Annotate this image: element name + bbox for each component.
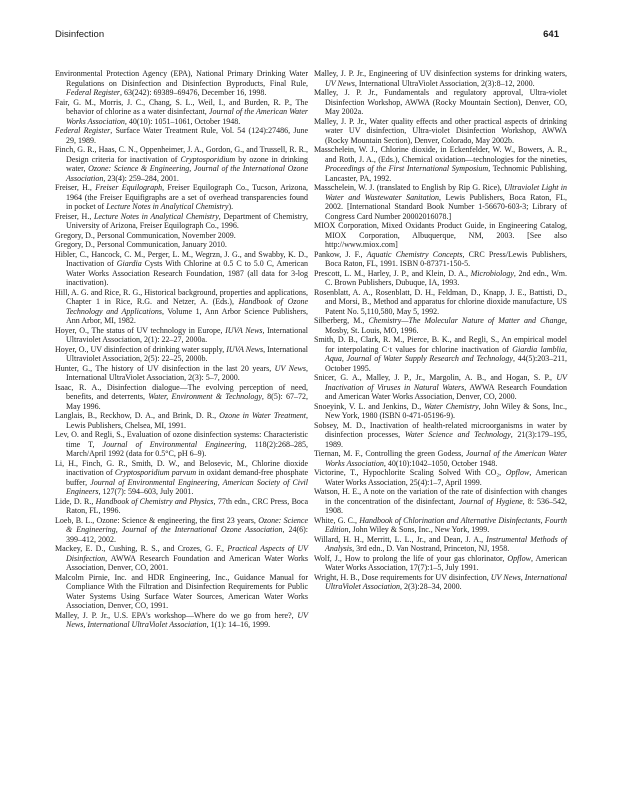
- reference-text: Willard, H. H., Merritt, L. L., Jr., and Dean, J. A.,: [314, 534, 487, 544]
- reference-text: , 77th edn., CRC Press, Boca Raton, FL, 1996.: [66, 496, 309, 515]
- reference-text: Malley, J. P. Jr., Water quality effects and other practical aspects of drinking water UV disinfection, Ultra-violet Disinfection Workshop, AWWA (Rocky Mountain Section), Denver, Colorado, May 2002b.: [314, 116, 567, 145]
- reference-entry: [55, 459, 308, 497]
- reference-italic-title: Journal of the American Water Works Association: [325, 449, 568, 468]
- reference-entry: [314, 269, 567, 288]
- reference-italic-title: Water Science and Technology: [404, 430, 511, 439]
- reference-entry: [55, 497, 308, 516]
- reference-entry: [314, 402, 567, 421]
- reference-text: , John Wiley & Sons, Inc., New York, 1999.: [348, 525, 490, 534]
- reference-text: , 3rd edn., D. Van Nostrand, Princeton, NJ, 1958.: [352, 544, 510, 553]
- reference-italic-title: Practical Aspects of UV Disinfection: [66, 544, 308, 563]
- reference-italic-title: Aquatic Chemistry Concepts: [366, 249, 463, 259]
- reference-italic-title: Cryptosporidium parvum: [114, 468, 197, 477]
- reference-italic-title: Freiser Equilograph: [95, 183, 163, 192]
- reference-entry: [314, 573, 567, 592]
- reference-entry: [314, 535, 567, 554]
- reference-entry: [55, 364, 308, 383]
- reference-entry: [314, 421, 567, 450]
- reference-italic-title: Water, Environment & Technology: [148, 392, 262, 401]
- reference-italic-title: Instrumental Methods of Analysis: [325, 534, 567, 553]
- reference-text: in oxidant demand-free phosphate buffer,: [66, 468, 308, 487]
- reference-entry: [55, 231, 308, 241]
- reference-italic-title: Ozone: Science & Engineering, Journal of the International Ozone Association: [66, 515, 308, 534]
- reference-text: Hibler, C., Hancock, C. M., Perger, L. M., Wegrzn, J. G., and Swabby, K. D., Inactivation of: [55, 249, 308, 268]
- references-left-column: [55, 69, 308, 630]
- reference-text: , 63(242): 69389–69476, December 16, 1998.: [119, 88, 267, 97]
- reference-entry: [55, 126, 308, 145]
- reference-text: , Lewis Publishers, Boca Raton, FL, 2002. [International Standard Book Number 1-56670-603-3; Library of Congress Card Number 20002016078.]: [325, 192, 567, 221]
- reference-entry: [314, 449, 567, 468]
- reference-italic-title: Lecture Notes in Analytical Chemistry: [93, 211, 219, 221]
- reference-text: Hunter, G., The history of UV disinfection in the last 20 years,: [55, 363, 275, 373]
- reference-entry: [314, 221, 567, 250]
- reference-text: Masschelein, W. J. (translated to English by Rip G. Rice),: [314, 183, 505, 192]
- reference-text: , Lewis Publishers, Chelsea, MI, 1991.: [66, 411, 308, 430]
- reference-entry: [314, 183, 567, 221]
- reference-italic-title: Handbook of Ozone Technology and Applications: [66, 297, 309, 316]
- reference-entry: [55, 98, 308, 127]
- reference-entry: [55, 69, 308, 98]
- reference-text: , John Wiley & Sons, Inc., New York, 1980 (ISBN 0-471-05196-9).: [325, 401, 567, 420]
- reference-text: Rosenblatt, A. A., Rosenblatt, D. H., Feldman, D., Knapp, J. E., Battisti, D., and Morsi, B., Method and apparatus for chlorine dioxide manufacture, US Patent No. 5,110,580, May 5, 1992.: [314, 287, 567, 316]
- reference-italic-title: Journal of the American Water Works Association: [66, 107, 309, 126]
- reference-text: White, G. C.,: [314, 515, 360, 525]
- reference-text: , Freiser Equilograph Co., Tucson, Arizona, 1964 (the Freiser Equifigraphs are a set of overhead transparencies found in pocket of: [66, 183, 309, 211]
- reference-text: , American Water Works Association, 25(4):1–7, April 1999.: [325, 468, 567, 487]
- reference-entry: [55, 288, 308, 326]
- reference-entry: [55, 430, 308, 459]
- running-header: [55, 29, 559, 43]
- reference-entry: [314, 288, 567, 317]
- reference-entry: [314, 468, 567, 487]
- reference-text: , 2(3):28–34, 2000.: [400, 582, 462, 591]
- reference-text: Malcolm Pirnie, Inc. and HDR Engineering, Inc., Guidance Manual for Compliance With the Filtration and Disinfection Requirements for Public Water Systems Using Surface Water Sources, American Water Works Association, Denver, CO, 1991.: [55, 572, 308, 610]
- reference-text: Cysts With Chlorine at 0.5 C to 5.0 C, American Water Works Association Research Foundation, 1987 (all data for 3-log inactivation).: [66, 259, 309, 287]
- reference-italic-title: Journal of Hygiene: [458, 496, 523, 506]
- reference-italic-title: Ultraviolet Light in Water and Wastewater Sanitation: [325, 183, 567, 202]
- reference-text: Lev, O. and Regli, S., Evaluation of ozone disinfection systems: Characteristic time T,: [55, 430, 308, 449]
- reference-italic-title: Chemistry—The Molecular Nature of Matter and Change: [368, 316, 565, 325]
- reference-text: Finch, G. R., Haas, C. N., Oppenheimer, J. A., Gordon, G., and Trussell, R. R., Design criteria for inactivation of: [55, 145, 308, 164]
- reference-text: Masschelein, W. J., Chlorine dioxide, in Eckenfelder, W. W., Bowers, A. R., and Roth, J. A., (Eds.), Chemical oxidation—technologies for the nineties,: [314, 145, 567, 164]
- page-number: 641: [543, 29, 559, 40]
- reference-italic-title: Handbook of Chemistry and Physics: [95, 496, 214, 506]
- reference-text: Gregory, D., Personal Communication, November 2009.: [55, 230, 236, 240]
- reference-text: , 23(4): 259–284, 2001.: [103, 173, 179, 183]
- reference-text: , Technomic Publishing, Lancaster, PA, 1992.: [325, 164, 568, 183]
- reference-text: Smith, D. B., Clark, R. M., Pierce, B. K., and Regli, S., An empirical model for interpolating C·t values for chlorine inactivation of: [314, 335, 567, 354]
- reference-text: , Volume 1, Ann Arbor Science Publishers, Ann Arbor, MI, 1982.: [66, 306, 308, 325]
- reference-italic-title: Lecture Notes in Analytical Chemistry: [106, 202, 229, 211]
- reference-text: , 24(6): 399–412, 2002.: [66, 525, 308, 544]
- reference-text: Snoeyink, V. L. and Jenkins, D.,: [314, 401, 425, 411]
- reference-text: Isaac, R. A., Disinfection dialogue—The evolving perception of need, benefits, and deterrents,: [55, 382, 308, 401]
- reference-italic-title: Opflow: [505, 468, 530, 477]
- reference-text: Prescott, L. M., Harley, J. P., and Klein, D. A.,: [314, 268, 471, 278]
- reference-text: , CRC Press/Lewis Publishers, Boca Raton, FL, 1991. ISBN 0-87371-150-5.: [325, 249, 567, 268]
- reference-italic-title: Federal Register: [55, 126, 111, 135]
- references-right-column: [314, 69, 567, 592]
- reference-entry: [314, 145, 567, 183]
- reference-text: Tiernan, M. F., Controlling the green Godess,: [314, 449, 466, 458]
- reference-text: Snicer, G. A., Malley, J. P., Jr., Margolin, A. B., and Hogan, S. P.,: [314, 373, 557, 382]
- reference-italic-title: UV News, International UltraViolet Association: [66, 610, 308, 629]
- reference-text: Langlais, B., Reckhow, D. A., and Brink, D. R.,: [55, 411, 220, 420]
- reference-entry: [314, 69, 567, 88]
- reference-text: , Surface Water Treatment Rule, Vol. 54 (124):27486, June 29, 1989.: [66, 126, 308, 145]
- reference-entry: [314, 516, 567, 535]
- reference-entry: [55, 345, 308, 364]
- reference-text: , Mosby, St. Louis, MO, 1996.: [325, 316, 567, 335]
- reference-italic-title: Journal of Environmental Engineering, American Society of Civil Engineers: [66, 477, 308, 496]
- reference-italic-title: Cryptosporidium: [180, 154, 236, 164]
- reference-text: , 8: 536–542, 1908.: [325, 496, 567, 515]
- reference-text: ).: [228, 202, 234, 211]
- reference-italic-title: Ozone in Water Treatment: [219, 411, 306, 420]
- reference-text: Environmental Protection Agency (EPA), National Primary Drinking Water Regulations on Disinfection and Disinfection Byproducts, Final Rule,: [55, 69, 308, 88]
- reference-text: Watson, H. E., A note on the variation of the rate of disinfection with changes in the concentration of the disinfectant,: [314, 487, 567, 506]
- reference-text: Malley, J. P. Jr., Engineering of UV disinfection systems for drinking waters,: [314, 69, 567, 78]
- reference-text: MIOX Corporation, Mixed Oxidants Product Guide, in Engineering Catalog, MIOX Corporation, Albuquerque, NM, 2003. [See also http://www.miox.com]: [314, 221, 567, 249]
- reference-text: Hoyer, O., The status of UV technology in Europe,: [55, 325, 226, 335]
- reference-text: , Department of Chemistry, University of Arizona, Freiser Equilograph Co., 1996.: [66, 211, 308, 230]
- reference-italic-title: UV News: [274, 363, 306, 373]
- section-title: Disinfection: [55, 29, 105, 40]
- reference-italic-title: IUVA News: [226, 344, 264, 354]
- reference-text: Li, H., Finch, G. R., Smith, D. W., and Belosevic, M., Chlorine dioxide inactivation of: [55, 458, 308, 477]
- reference-text: , 8(5): 67–72, May 1996.: [66, 392, 308, 411]
- reference-text: , 127(7): 594–603, July 2001.: [98, 487, 194, 496]
- reference-text: , 118(2):268–285, March/April 1992 (data for 0.5°C, pH 6–9).: [66, 439, 309, 458]
- reference-text: , International Ultraviolet Association, 2(1): 22–27, 2000a.: [66, 325, 308, 344]
- reference-entry: [55, 145, 308, 183]
- reference-text: , 1(1): 14–16, 1999.: [206, 620, 271, 629]
- reference-text: Freiser, H.,: [55, 211, 94, 221]
- reference-entry: [55, 240, 308, 250]
- reference-italic-title: Giardia: [116, 259, 142, 268]
- reference-italic-title: Handbook of Chlorination and Alternative Disinfectants, Fourth Edition: [325, 515, 567, 534]
- reference-entry: [55, 573, 308, 611]
- reference-text: , 2nd edn., Wm. C. Brown Publishers, Dubuque, IA, 1993.: [325, 268, 567, 287]
- reference-text: , 40(10):1042–1050, October 1948.: [383, 458, 498, 468]
- reference-italic-title: IUVA News: [225, 325, 263, 335]
- reference-text: Mackey, E. D., Cushing, R. S., and Crozes, G. F.,: [55, 544, 228, 553]
- reference-text: Lide, D. R.,: [55, 496, 96, 506]
- reference-text: , 44(5):203–211, October 1995.: [325, 354, 567, 373]
- reference-text: Victorine, T., Hypochlorite Scaling Solved With CO₂,: [314, 468, 506, 477]
- reference-text: Hill, A. G. and Rice, R. G., Historical background, properties and applications, Chapter 1 in Rice, R.G. and Netzer, A. (Eds.),: [55, 287, 308, 306]
- reference-text: , International UltraViolet Association, 2(3): 5–7, 2000.: [66, 363, 308, 382]
- reference-text: Sobsey, M. D., Inactivation of health-related microorganisms in water by disinfection processes,: [314, 420, 567, 439]
- reference-italic-title: Ozone: Science & Engineering, Journal of the International Ozone Association: [66, 164, 309, 183]
- reference-entry: [55, 383, 308, 412]
- reference-text: , AWWA Research Foundation and American Water Works Association, Denver, CO, 2000.: [325, 382, 567, 401]
- reference-entry: [55, 611, 308, 630]
- reference-entry: [55, 516, 308, 545]
- reference-italic-title: Microbiology: [470, 268, 514, 278]
- reference-italic-title: UV News, International UltraViolet Association: [325, 572, 567, 591]
- reference-italic-title: UV News: [325, 78, 355, 88]
- reference-entry: [314, 554, 567, 573]
- reference-text: , International Ultraviolet Association, 2(5): 22–25, 2000b.: [66, 344, 309, 363]
- reference-text: Freiser, H.,: [55, 183, 96, 192]
- reference-text: Loeb, B. L., Ozone: Science & engineering, the first 23 years,: [55, 515, 259, 525]
- reference-entry: [314, 250, 567, 269]
- reference-text: Gregory, D., Personal Communication, January 2010.: [55, 240, 227, 249]
- reference-text: by ozone in drinking water,: [66, 154, 308, 173]
- reference-entry: [55, 212, 308, 231]
- reference-entry: [55, 544, 308, 573]
- reference-entry: [55, 411, 308, 430]
- reference-italic-title: Water Chemistry: [424, 401, 479, 411]
- reference-entry: [314, 487, 567, 516]
- reference-italic-title: Journal of Environmental Engineering: [102, 439, 245, 449]
- reference-text: Malley, J. P. Jr., U.S. EPA's workshop—Where do we go from here?,: [55, 610, 298, 620]
- reference-italic-title: Opflow: [507, 553, 531, 563]
- reference-text: Hoyer, O., UV disinfection of drinking water supply,: [55, 344, 227, 354]
- reference-text: Malley, J. P. Jr., Fundamentals and regulatory approval, Ultra-violet Disinfection Workshop, AWWA (Rocky Mountain Section), Denver, CO, May 2002a.: [314, 88, 567, 116]
- reference-text: , International UltraViolet Association, 2(3):8–12, 2000.: [354, 78, 535, 88]
- reference-italic-title: UV Inactivation of Viruses in Natural Waters: [325, 373, 567, 392]
- reference-entry: [55, 250, 308, 288]
- reference-text: , American Water Works Association, 17(7):1–5, July 1991.: [325, 553, 567, 572]
- reference-entry: [314, 316, 567, 335]
- reference-text: Wright, H. B., Dose requirements for UV disinfection,: [314, 572, 491, 582]
- reference-entry: [55, 183, 308, 212]
- reference-italic-title: Proceedings of the First International Symposium: [325, 164, 489, 173]
- reference-entry: [314, 335, 567, 373]
- reference-entry: [314, 117, 567, 146]
- reference-entry: [314, 373, 567, 402]
- reference-entry: [55, 326, 308, 345]
- reference-text: , 21(3):179–195, 1989.: [325, 430, 567, 449]
- reference-text: Wolf, J., How to prolong the life of your gas chlorinator,: [314, 553, 508, 563]
- reference-text: , 40(10): 1051–1061, October 1948.: [124, 116, 241, 126]
- reference-text: Pankow, J. F.,: [314, 249, 367, 259]
- reference-text: Silberberg, M.,: [314, 316, 369, 325]
- reference-text: Fair, G. M., Morris, J. C., Chang, S. L., Weil, I., and Burden, R. P., The behavior of chlorine as a water disinfectant,: [55, 97, 308, 116]
- reference-entry: [314, 88, 567, 117]
- reference-text: , AWWA Research Foundation and American Water Works Association, Denver, CO, 2001.: [66, 553, 308, 572]
- reference-italic-title: Federal Register: [66, 88, 120, 97]
- reference-italic-title: Giardia lamblia, Aqua, Journal of Water Supply Research and Technology: [325, 344, 567, 363]
